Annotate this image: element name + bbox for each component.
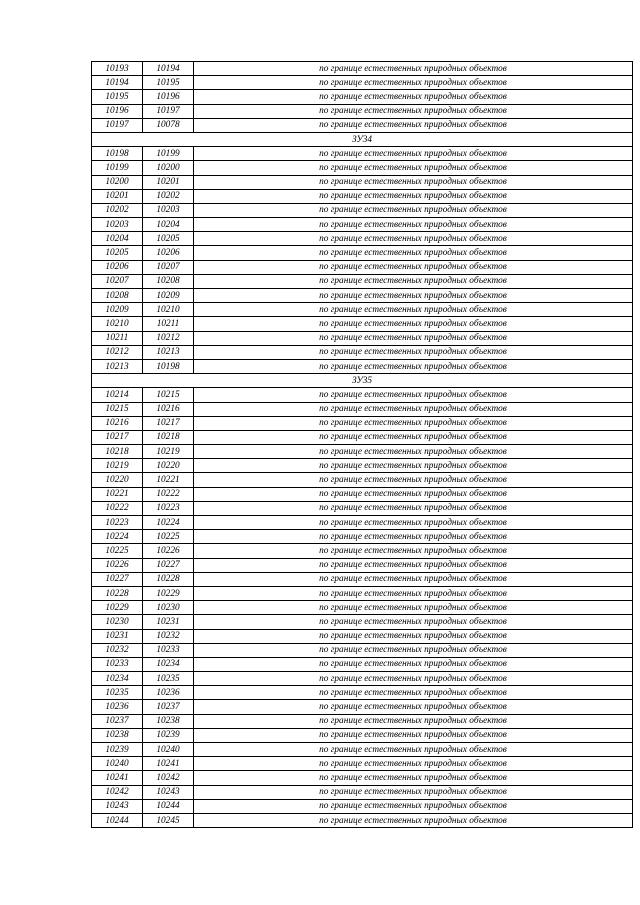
point-to-cell: 10195 (143, 76, 194, 90)
section-title: ЗУ35 (92, 374, 633, 388)
point-from-cell: 10236 (92, 700, 143, 714)
point-from-cell: 10233 (92, 657, 143, 671)
table-row (92, 672, 633, 686)
table-row (92, 388, 633, 402)
table-row (92, 501, 633, 515)
table-row (92, 161, 633, 175)
table-row (92, 445, 633, 459)
point-from-cell: 10211 (92, 331, 143, 345)
boundary-description-cell: по границе естественных природных объектов (194, 118, 633, 132)
boundary-description-cell: по границе естественных природных объектов (194, 728, 633, 742)
table-row (92, 345, 633, 359)
point-to-cell: 10217 (143, 416, 194, 430)
point-from-cell: 10198 (92, 147, 143, 161)
point-from-cell: 10242 (92, 785, 143, 799)
point-from-cell: 10232 (92, 643, 143, 657)
boundary-description-cell: по границе естественных природных объектов (194, 232, 633, 246)
boundary-description-cell: по границе естественных природных объектов (194, 516, 633, 530)
boundary-description-cell: по границе естественных природных объектов (194, 62, 633, 76)
point-to-cell: 10199 (143, 147, 194, 161)
table-row (92, 303, 633, 317)
point-to-cell: 10194 (143, 62, 194, 76)
boundary-description-cell: по границе естественных природных объектов (194, 672, 633, 686)
table-row (92, 218, 633, 232)
boundary-description-cell: по границе естественных природных объектов (194, 76, 633, 90)
table-row (92, 785, 633, 799)
table-row (92, 530, 633, 544)
point-from-cell: 10213 (92, 359, 143, 373)
point-to-cell: 10211 (143, 317, 194, 331)
table-row (92, 402, 633, 416)
point-from-cell: 10208 (92, 289, 143, 303)
table-row (92, 232, 633, 246)
table-row (92, 104, 633, 118)
boundary-description-cell: по границе естественных природных объектов (194, 359, 633, 373)
table-row (92, 317, 633, 331)
table-row (92, 90, 633, 104)
point-from-cell: 10229 (92, 601, 143, 615)
boundary-description-cell: по границе естественных природных объектов (194, 189, 633, 203)
boundary-description-cell: по границе естественных природных объектов (194, 161, 633, 175)
point-from-cell: 10240 (92, 757, 143, 771)
table-row (92, 260, 633, 274)
section-row (92, 132, 633, 146)
boundary-description-cell: по границе естественных природных объектов (194, 629, 633, 643)
table-row (92, 586, 633, 600)
table-row (92, 544, 633, 558)
point-to-cell: 10228 (143, 572, 194, 586)
point-to-cell: 10229 (143, 586, 194, 600)
boundary-description-cell: по границе естественных природных объектов (194, 501, 633, 515)
boundary-table-body (92, 62, 633, 828)
boundary-description-cell: по границе естественных природных объектов (194, 771, 633, 785)
section-row (92, 374, 633, 388)
point-to-cell: 10208 (143, 274, 194, 288)
point-from-cell: 10230 (92, 615, 143, 629)
point-from-cell: 10222 (92, 501, 143, 515)
boundary-description-cell: по границе естественных природных объектов (194, 317, 633, 331)
point-to-cell: 10209 (143, 289, 194, 303)
point-from-cell: 10197 (92, 118, 143, 132)
boundary-description-cell: по границе естественных природных объектов (194, 430, 633, 444)
table-row (92, 643, 633, 657)
boundary-table (91, 61, 633, 828)
boundary-description-cell: по границе естественных природных объектов (194, 813, 633, 827)
point-to-cell: 10234 (143, 657, 194, 671)
point-to-cell: 10245 (143, 813, 194, 827)
table-row (92, 118, 633, 132)
point-to-cell: 10223 (143, 501, 194, 515)
point-from-cell: 10217 (92, 430, 143, 444)
table-row (92, 558, 633, 572)
boundary-description-cell: по границе естественных природных объектов (194, 203, 633, 217)
point-to-cell: 10204 (143, 218, 194, 232)
point-from-cell: 10237 (92, 714, 143, 728)
point-from-cell: 10219 (92, 459, 143, 473)
point-from-cell: 10203 (92, 218, 143, 232)
point-to-cell: 10203 (143, 203, 194, 217)
table-row (92, 189, 633, 203)
table-row (92, 615, 633, 629)
table-row (92, 331, 633, 345)
point-to-cell: 10232 (143, 629, 194, 643)
boundary-description-cell: по границе естественных природных объектов (194, 388, 633, 402)
boundary-description-cell: по границе естественных природных объектов (194, 260, 633, 274)
boundary-description-cell: по границе естественных природных объектов (194, 104, 633, 118)
table-row (92, 572, 633, 586)
boundary-description-cell: по границе естественных природных объектов (194, 246, 633, 260)
boundary-description-cell: по границе естественных природных объектов (194, 345, 633, 359)
point-from-cell: 10218 (92, 445, 143, 459)
boundary-description-cell: по границе естественных природных объектов (194, 700, 633, 714)
table-row (92, 289, 633, 303)
point-from-cell: 10200 (92, 175, 143, 189)
table-row (92, 459, 633, 473)
point-from-cell: 10238 (92, 728, 143, 742)
table-row (92, 203, 633, 217)
boundary-description-cell: по границе естественных природных объектов (194, 487, 633, 501)
point-from-cell: 10207 (92, 274, 143, 288)
point-from-cell: 10223 (92, 516, 143, 530)
point-to-cell: 10243 (143, 785, 194, 799)
boundary-description-cell: по границе естественных природных объектов (194, 530, 633, 544)
table-row (92, 246, 633, 260)
boundary-description-cell: по границе естественных природных объектов (194, 586, 633, 600)
boundary-description-cell: по границе естественных природных объектов (194, 686, 633, 700)
boundary-description-cell: по границе естественных природных объектов (194, 714, 633, 728)
point-to-cell: 10218 (143, 430, 194, 444)
boundary-description-cell: по границе естественных природных объектов (194, 175, 633, 189)
point-from-cell: 10221 (92, 487, 143, 501)
point-from-cell: 10206 (92, 260, 143, 274)
point-from-cell: 10225 (92, 544, 143, 558)
point-to-cell: 10216 (143, 402, 194, 416)
boundary-description-cell: по границе естественных природных объектов (194, 445, 633, 459)
point-from-cell: 10227 (92, 572, 143, 586)
table-row (92, 76, 633, 90)
point-from-cell: 10231 (92, 629, 143, 643)
point-to-cell: 10237 (143, 700, 194, 714)
boundary-description-cell: по границе естественных природных объектов (194, 615, 633, 629)
table-row (92, 487, 633, 501)
boundary-description-cell: по границе естественных природных объектов (194, 218, 633, 232)
boundary-description-cell: по границе естественных природных объектов (194, 90, 633, 104)
table-row (92, 274, 633, 288)
point-from-cell: 10199 (92, 161, 143, 175)
table-row (92, 799, 633, 813)
table-row (92, 714, 633, 728)
section-title: ЗУ34 (92, 132, 633, 146)
point-from-cell: 10210 (92, 317, 143, 331)
boundary-description-cell: по границе естественных природных объектов (194, 572, 633, 586)
table-row (92, 175, 633, 189)
point-to-cell: 10205 (143, 232, 194, 246)
point-to-cell: 10212 (143, 331, 194, 345)
point-to-cell: 10078 (143, 118, 194, 132)
boundary-description-cell: по границе естественных природных объектов (194, 558, 633, 572)
boundary-description-cell: по границе естественных природных объектов (194, 757, 633, 771)
point-from-cell: 10239 (92, 743, 143, 757)
point-to-cell: 10210 (143, 303, 194, 317)
point-to-cell: 10206 (143, 246, 194, 260)
table-row (92, 430, 633, 444)
point-to-cell: 10235 (143, 672, 194, 686)
point-to-cell: 10215 (143, 388, 194, 402)
point-to-cell: 10213 (143, 345, 194, 359)
point-to-cell: 10200 (143, 161, 194, 175)
table-row (92, 728, 633, 742)
point-to-cell: 10230 (143, 601, 194, 615)
point-from-cell: 10216 (92, 416, 143, 430)
point-from-cell: 10226 (92, 558, 143, 572)
boundary-description-cell: по границе естественных природных объектов (194, 473, 633, 487)
point-from-cell: 10205 (92, 246, 143, 260)
point-to-cell: 10219 (143, 445, 194, 459)
point-from-cell: 10204 (92, 232, 143, 246)
point-from-cell: 10224 (92, 530, 143, 544)
point-to-cell: 10244 (143, 799, 194, 813)
boundary-description-cell: по границе естественных природных объектов (194, 544, 633, 558)
point-from-cell: 10228 (92, 586, 143, 600)
table-row (92, 62, 633, 76)
boundary-description-cell: по границе естественных природных объектов (194, 799, 633, 813)
point-from-cell: 10241 (92, 771, 143, 785)
table-row (92, 473, 633, 487)
boundary-description-cell: по границе естественных природных объектов (194, 331, 633, 345)
point-to-cell: 10220 (143, 459, 194, 473)
table-row (92, 147, 633, 161)
table-row (92, 601, 633, 615)
table-row (92, 700, 633, 714)
point-to-cell: 10241 (143, 757, 194, 771)
boundary-description-cell: по границе естественных природных объектов (194, 643, 633, 657)
point-from-cell: 10209 (92, 303, 143, 317)
point-from-cell: 10201 (92, 189, 143, 203)
boundary-description-cell: по границе естественных природных объектов (194, 459, 633, 473)
point-to-cell: 10238 (143, 714, 194, 728)
boundary-description-cell: по границе естественных природных объектов (194, 402, 633, 416)
point-to-cell: 10231 (143, 615, 194, 629)
point-from-cell: 10214 (92, 388, 143, 402)
boundary-description-cell: по границе естественных природных объектов (194, 147, 633, 161)
table-row (92, 743, 633, 757)
table-row (92, 757, 633, 771)
point-from-cell: 10243 (92, 799, 143, 813)
point-from-cell: 10220 (92, 473, 143, 487)
point-to-cell: 10207 (143, 260, 194, 274)
point-to-cell: 10221 (143, 473, 194, 487)
point-from-cell: 10202 (92, 203, 143, 217)
boundary-description-cell: по границе естественных природных объектов (194, 785, 633, 799)
point-to-cell: 10198 (143, 359, 194, 373)
point-from-cell: 10244 (92, 813, 143, 827)
point-from-cell: 10195 (92, 90, 143, 104)
table-row (92, 629, 633, 643)
point-from-cell: 10193 (92, 62, 143, 76)
table-row (92, 771, 633, 785)
table-row (92, 813, 633, 827)
point-to-cell: 10225 (143, 530, 194, 544)
point-to-cell: 10236 (143, 686, 194, 700)
boundary-description-cell: по границе естественных природных объектов (194, 657, 633, 671)
table-row (92, 686, 633, 700)
boundary-description-cell: по границе естественных природных объектов (194, 743, 633, 757)
point-to-cell: 10202 (143, 189, 194, 203)
point-from-cell: 10235 (92, 686, 143, 700)
boundary-description-cell: по границе естественных природных объектов (194, 289, 633, 303)
point-to-cell: 10224 (143, 516, 194, 530)
point-to-cell: 10196 (143, 90, 194, 104)
table-row (92, 416, 633, 430)
table-row (92, 516, 633, 530)
boundary-description-cell: по границе естественных природных объектов (194, 303, 633, 317)
point-from-cell: 10194 (92, 76, 143, 90)
point-to-cell: 10242 (143, 771, 194, 785)
point-to-cell: 10197 (143, 104, 194, 118)
point-to-cell: 10226 (143, 544, 194, 558)
boundary-description-cell: по границе естественных природных объектов (194, 274, 633, 288)
point-to-cell: 10240 (143, 743, 194, 757)
table-row (92, 657, 633, 671)
point-to-cell: 10227 (143, 558, 194, 572)
point-from-cell: 10212 (92, 345, 143, 359)
point-to-cell: 10233 (143, 643, 194, 657)
point-from-cell: 10234 (92, 672, 143, 686)
point-to-cell: 10201 (143, 175, 194, 189)
boundary-description-cell: по границе естественных природных объектов (194, 601, 633, 615)
point-from-cell: 10196 (92, 104, 143, 118)
point-from-cell: 10215 (92, 402, 143, 416)
boundary-description-cell: по границе естественных природных объектов (194, 416, 633, 430)
point-to-cell: 10222 (143, 487, 194, 501)
point-to-cell: 10239 (143, 728, 194, 742)
table-row (92, 359, 633, 373)
